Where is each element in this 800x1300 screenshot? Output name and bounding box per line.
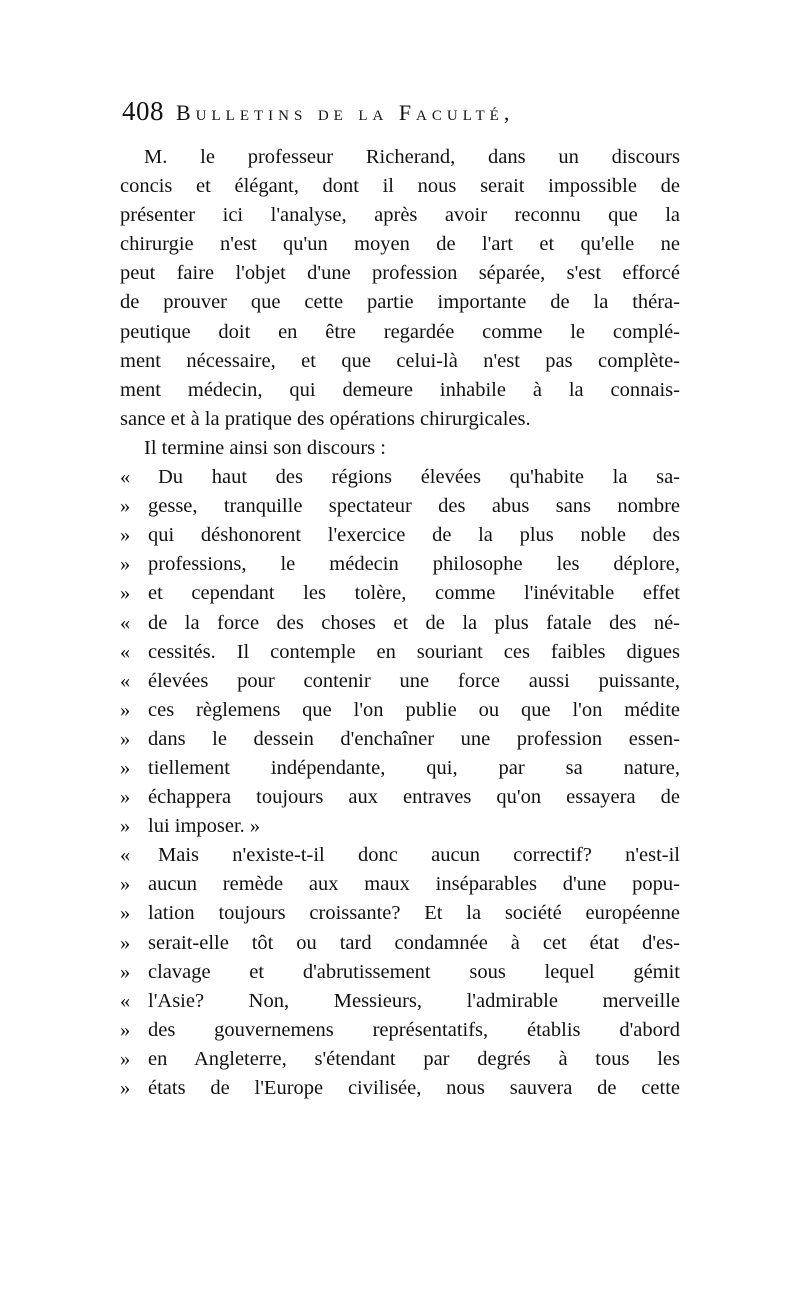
paragraph-richerand xyxy=(120,143,680,434)
quote-line xyxy=(120,841,680,870)
quote-mark: » xyxy=(120,727,131,750)
quote-text: Du haut des régions élevées qu'habite la sa- xyxy=(158,466,680,489)
text-line: concis et élégant, dont il nous serait impossible de xyxy=(120,175,680,198)
quote-line xyxy=(120,754,680,783)
quote-mark: « xyxy=(120,466,131,489)
quote-line xyxy=(120,870,680,899)
quote-line xyxy=(120,929,680,958)
quote-line xyxy=(120,958,680,987)
text-line: Il termine ainsi son discours : xyxy=(144,436,386,459)
text-line: chirurgie n'est qu'un moyen de l'art et qu'elle ne xyxy=(120,233,680,256)
quote-line xyxy=(120,492,680,521)
quote-mark: » xyxy=(120,873,131,896)
quote-text: états de l'Europe civilisée, nous sauvera de cette xyxy=(148,1077,680,1099)
quote-mark: » xyxy=(120,553,131,576)
quote-line xyxy=(120,463,680,492)
quote-text: élevées pour contenir une force aussi puissante, xyxy=(148,669,680,692)
quote-mark: » xyxy=(120,524,131,547)
text-line: ment nécessaire, et que celui-là n'est pas complète- xyxy=(120,349,680,372)
page-header xyxy=(122,96,682,136)
quote-mark: « xyxy=(120,611,131,634)
quote-line xyxy=(120,521,680,550)
quote-text: clavage et d'abrutissement sous lequel gémit xyxy=(148,960,680,983)
quote-text: aucun remède aux maux inséparables d'une popu- xyxy=(148,873,680,896)
quote-text: qui déshonorent l'exercice de la plus noble des xyxy=(148,524,680,547)
page-number: 408 xyxy=(122,96,164,126)
quote-line xyxy=(120,550,680,579)
quote-line xyxy=(120,725,680,754)
quote-line xyxy=(120,609,680,638)
quote-text: et cependant les tolère, comme l'inévitable effet xyxy=(148,582,680,605)
text-line: présenter ici l'analyse, après avoir reconnu que la xyxy=(120,204,680,227)
quote-line xyxy=(120,1045,680,1074)
quote-line xyxy=(120,783,680,812)
text-line: ment médecin, qui demeure inhabile à la connais- xyxy=(120,378,680,401)
quote-mark: » xyxy=(120,1077,131,1099)
quote-mark: » xyxy=(120,495,131,518)
quote-line xyxy=(120,579,680,608)
quote-line xyxy=(120,1016,680,1045)
quote-line xyxy=(120,899,680,928)
quote-mark: « xyxy=(120,669,131,692)
quote-line xyxy=(120,667,680,696)
quote-text: dans le dessein d'enchaîner une profession essen- xyxy=(148,727,680,750)
quote-mark: » xyxy=(120,815,131,838)
quote-line xyxy=(120,1074,680,1103)
quote-line xyxy=(120,987,680,1016)
quote-mark: » xyxy=(120,786,131,809)
quote-text: Mais n'existe-t-il donc aucun correctif? n'est-il xyxy=(158,844,680,867)
quotation-second xyxy=(120,841,680,1103)
quote-mark: » xyxy=(120,931,131,954)
quote-text: en Angleterre, s'étendant par degrés à tous les xyxy=(148,1047,680,1070)
body-text xyxy=(120,143,680,1103)
quote-line xyxy=(120,696,680,725)
quote-mark: « xyxy=(120,989,131,1012)
quote-mark: » xyxy=(120,756,131,779)
quote-mark: « xyxy=(120,640,131,663)
quote-mark: » xyxy=(120,1047,131,1070)
quote-mark: » xyxy=(120,902,131,925)
text-line: de prouver que cette partie importante de la théra- xyxy=(120,291,680,314)
quote-text: lation toujours croissante? Et la société européenne xyxy=(148,902,680,925)
quote-mark: » xyxy=(120,1018,131,1041)
quote-text: cessités. Il contemple en souriant ces faibles digues xyxy=(148,640,680,663)
text-line: peutique doit en être regardée comme le complé- xyxy=(120,320,680,343)
quote-mark: » xyxy=(120,582,131,605)
quote-text: ces règlemens que l'on publie ou que l'on médite xyxy=(148,698,680,721)
quote-text: gesse, tranquille spectateur des abus sans nombre xyxy=(148,495,680,518)
quote-mark: » xyxy=(120,698,131,721)
quote-text: professions, le médecin philosophe les déplore, xyxy=(148,553,680,576)
quote-text: lui imposer. » xyxy=(148,815,261,838)
text-line: M. le professeur Richerand, dans un discours xyxy=(144,146,680,168)
paragraph-transition xyxy=(120,434,680,463)
quote-line xyxy=(120,638,680,667)
quote-mark: » xyxy=(120,960,131,983)
quote-text: de la force des choses et de la plus fatale des né- xyxy=(148,611,680,634)
quote-text: échappera toujours aux entraves qu'on essayera de xyxy=(148,786,680,809)
text-line: peut faire l'objet d'une profession séparée, s'est efforcé xyxy=(120,262,680,285)
quote-line xyxy=(120,812,680,841)
quote-text: l'Asie? Non, Messieurs, l'admirable merveille xyxy=(148,989,680,1012)
quote-text: serait-elle tôt ou tard condamnée à cet état d'es- xyxy=(148,931,680,954)
quote-text: des gouvernemens représentatifs, établis d'abord xyxy=(148,1018,680,1041)
running-title: Bulletins de la Faculté, xyxy=(176,100,515,125)
quote-text: tiellement indépendante, qui, par sa nature, xyxy=(148,756,680,779)
quotation-first xyxy=(120,463,680,841)
text-line: sance et à la pratique des opérations chirurgicales. xyxy=(120,407,531,430)
quote-mark: « xyxy=(120,844,131,867)
